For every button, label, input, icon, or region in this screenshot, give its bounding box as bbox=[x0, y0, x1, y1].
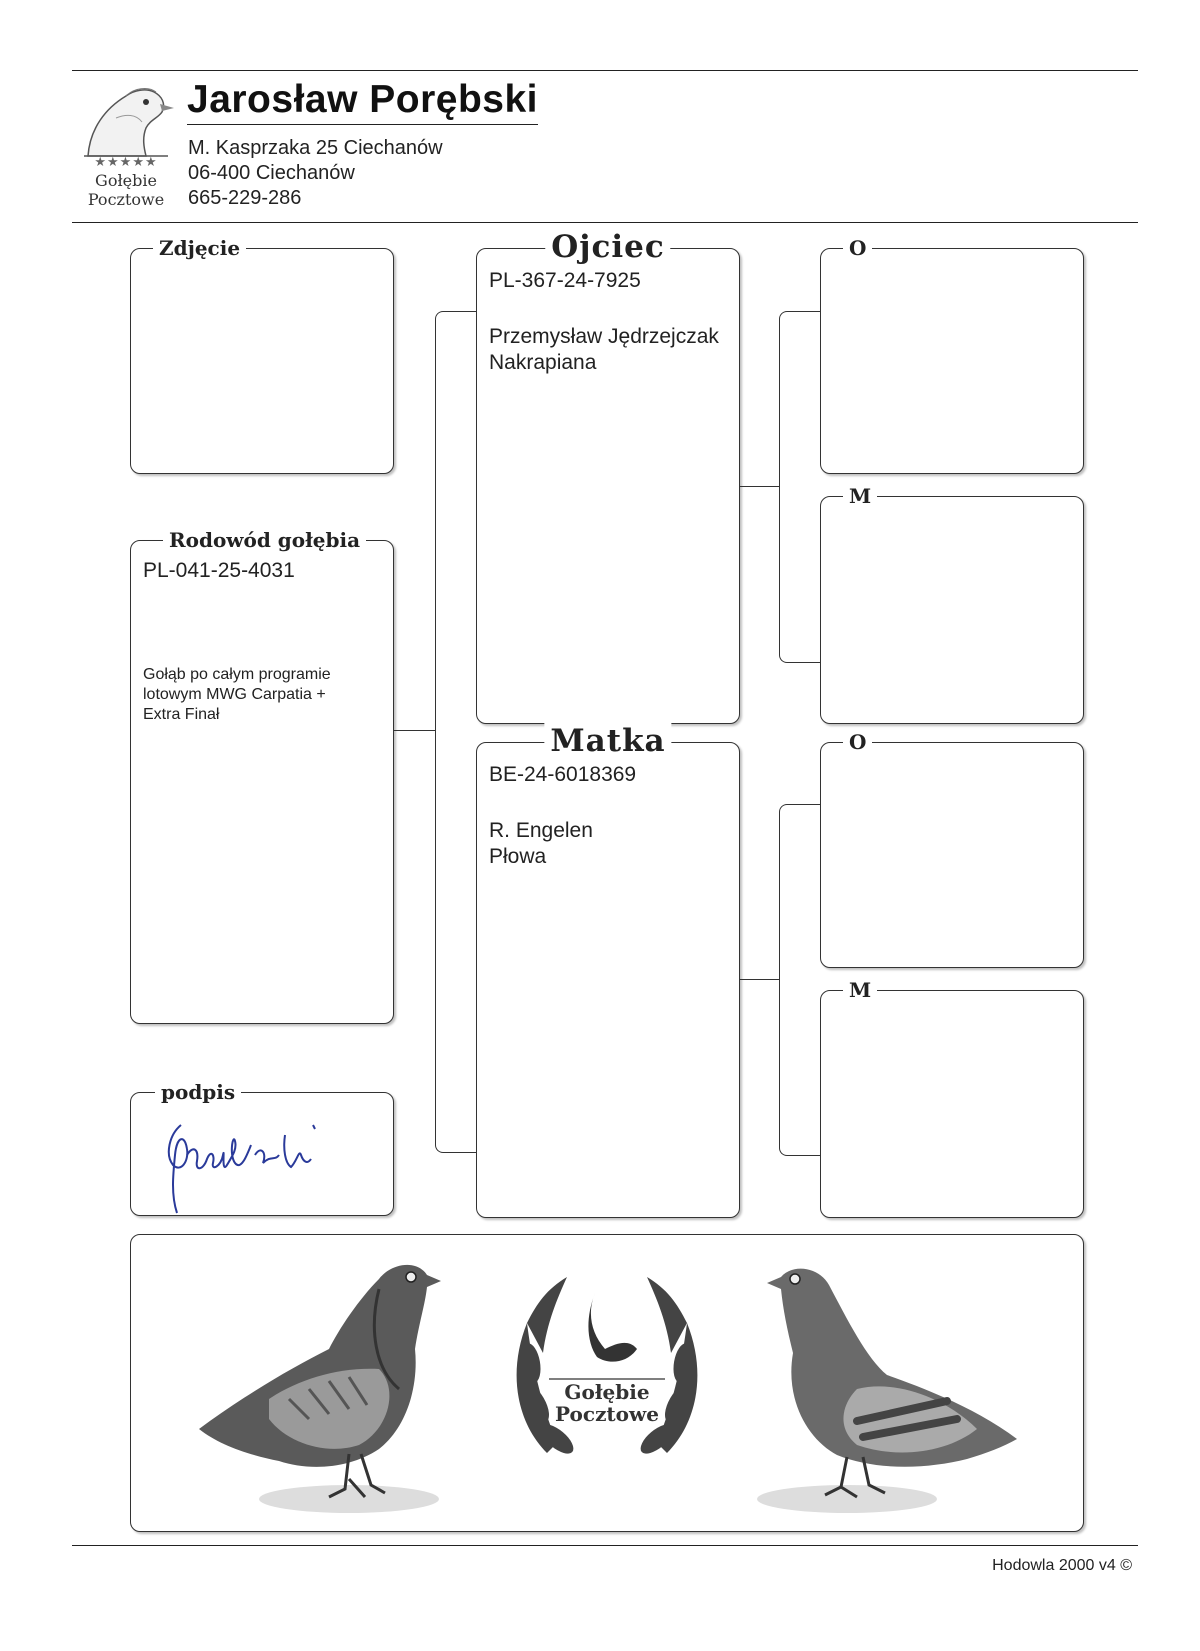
paternal-grandmother-box bbox=[820, 484, 1084, 724]
connector-pigeon-to-parents bbox=[435, 311, 476, 1153]
maternal-grandfather-title: O bbox=[843, 729, 872, 755]
logo-text-line1: Gołębie bbox=[95, 171, 157, 190]
mother-breeder: R. Engelen bbox=[489, 819, 593, 842]
paternal-grandfather-title: O bbox=[843, 235, 872, 261]
left-pigeon-illustration bbox=[179, 1249, 459, 1519]
father-ring-number: PL-367-24-7925 bbox=[489, 269, 641, 292]
breeder-name: Jarosław Porębski bbox=[187, 76, 538, 125]
mother-color: Płowa bbox=[489, 845, 547, 868]
connector-mother-to-grandparents bbox=[779, 804, 820, 1156]
header-bottom-rule bbox=[72, 222, 1138, 223]
connector-pigeon-stub bbox=[393, 730, 435, 731]
signature-box bbox=[130, 1080, 394, 1216]
signature-scribble bbox=[151, 1105, 331, 1215]
father-color: Nakrapiana bbox=[489, 351, 597, 374]
pigeon-ring-number: PL-041-25-4031 bbox=[143, 559, 295, 582]
mother-ring-number: BE-24-6018369 bbox=[489, 763, 637, 786]
logo-text-line2: Pocztowe bbox=[87, 190, 165, 209]
banner-logo-line1: Gołębie bbox=[564, 1380, 650, 1404]
connector-father-to-grandparents bbox=[779, 311, 820, 663]
father-box-title: Ojciec bbox=[545, 229, 670, 265]
logo-stars: ★★★★★ bbox=[94, 154, 158, 169]
connector-father-stub bbox=[739, 486, 779, 487]
maternal-grandmother-box bbox=[820, 978, 1084, 1218]
paternal-grandfather-box bbox=[820, 236, 1084, 474]
decorative-banner bbox=[130, 1234, 1084, 1532]
pedigree-box bbox=[130, 528, 394, 1024]
breeder-address-line1: M. Kasprzaka 25 Ciechanów bbox=[188, 137, 443, 159]
pigeon-note: Gołąb po całym programie lotowym MWG Carpatia + Extra Finał bbox=[143, 666, 331, 723]
maternal-grandmother-title: M bbox=[843, 977, 877, 1003]
right-pigeon-illustration bbox=[737, 1249, 1037, 1519]
top-rule bbox=[72, 70, 1138, 71]
mother-box-title: Matka bbox=[544, 723, 671, 759]
pigeon-head-icon bbox=[76, 78, 176, 160]
paternal-grandmother-title: M bbox=[843, 483, 877, 509]
signature-box-title: podpis bbox=[155, 1079, 241, 1105]
photo-box bbox=[130, 236, 394, 474]
connector-mother-stub bbox=[739, 979, 779, 980]
wreath-logo-icon bbox=[487, 1253, 727, 1493]
banner-logo-line2: Pocztowe bbox=[555, 1402, 659, 1426]
father-box bbox=[476, 229, 740, 724]
breeder-phone: 665-229-286 bbox=[188, 187, 302, 209]
mother-box bbox=[476, 723, 740, 1218]
photo-box-title: Zdjęcie bbox=[153, 235, 246, 261]
pedigree-box-title: Rodowód gołębia bbox=[163, 527, 366, 553]
footer-text: Hodowla 2000 v4 © bbox=[992, 1557, 1132, 1574]
maternal-grandfather-box bbox=[820, 730, 1084, 968]
bottom-rule bbox=[72, 1545, 1138, 1546]
breeder-logo bbox=[76, 78, 176, 208]
breeder-address-line2: 06-400 Ciechanów bbox=[188, 162, 355, 184]
father-breeder: Przemysław Jędrzejczak bbox=[489, 325, 719, 348]
